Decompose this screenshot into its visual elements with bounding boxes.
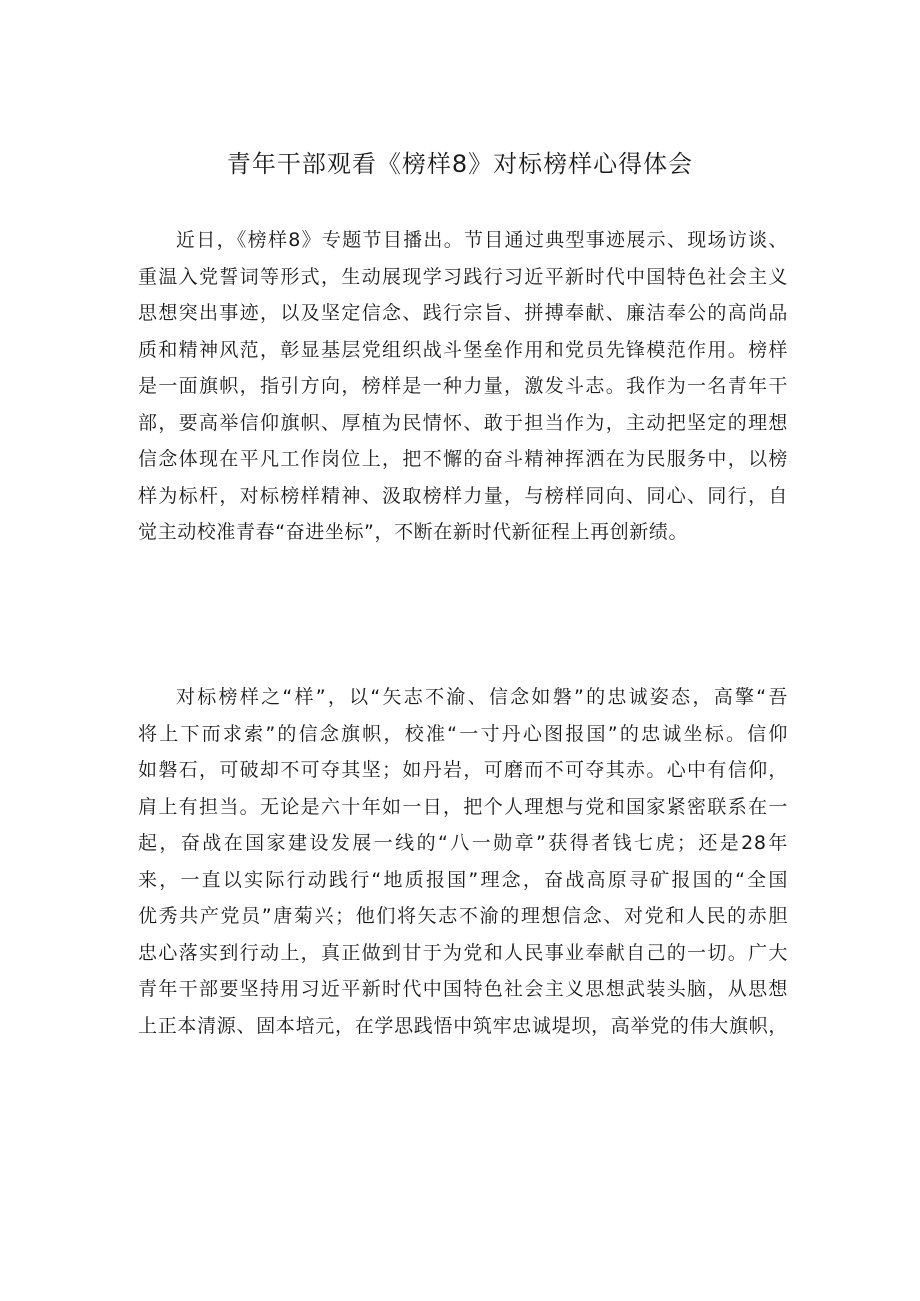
paragraph-line: 思想突出事迹，以及坚定信念、践行宗旨、拼搏奉献、廉洁奉公的高尚品: [138, 302, 788, 324]
paragraph-line: 近日，《榜样8》专题节目播出。节目通过典型事迹展示、现场访谈、: [176, 229, 788, 251]
paragraph-line: 来，一直以实际行动践行“地质报国”理念，奋战高原寻矿报国的“全国: [138, 868, 788, 891]
paragraph-line: 肩上有担当。无论是六十年如一日，把个人理想与党和国家紧密联系在一: [138, 795, 788, 818]
document-title: 青年干部观看《榜样8》对标榜样心得体会: [226, 150, 694, 178]
paragraph-line: 起，奋战在国家建设发展一线的“八一勋章”获得者钱七虎；还是28年: [138, 832, 788, 854]
paragraph-line: 部，要高举信仰旗帜、厚植为民情怀、敢于担当作为，主动把坚定的理想: [138, 411, 788, 434]
paragraph-line: 是一面旗帜，指引方向，榜样是一种力量，激发斗志。我作为一名青年干: [138, 375, 788, 397]
paragraph-line: 忠心落实到行动上，真正做到甘于为党和人民事业奉献自己的一切。广大: [138, 941, 788, 964]
paragraph-line: 质和精神风范，彰显基层党组织战斗堡垒作用和党员先锋模范作用。榜样: [138, 338, 788, 361]
paragraph-line: 将上下而求索”的信念旗帜，校准“一寸丹心图报国”的忠诚坐标。信仰: [138, 722, 788, 745]
paragraph-line: 上正本清源、固本培元，在学思践悟中筑牢忠诚堤坝，高举党的伟大旗帜，: [138, 1014, 788, 1037]
paragraph-line: 如磐石，可破却不可夺其坚；如丹岩，可磨而不可夺其赤。心中有信仰，: [138, 759, 788, 781]
paragraph-line: 青年干部要坚持用习近平新时代中国特色社会主义思想武装头脑，从思想: [138, 978, 788, 1000]
paragraph-line: 优秀共产党员”唐菊兴；他们将矢志不渝的理想信念、对党和人民的赤胆: [138, 905, 788, 927]
paragraph-line: 信念体现在平凡工作岗位上，把不懈的奋斗精神挥洒在为民服务中，以榜: [138, 448, 788, 470]
paragraph-1: [138, 222, 788, 551]
paragraph-line: 觉主动校准青春“奋进坐标”，不断在新时代新征程上再创新绩。: [138, 521, 689, 543]
paragraph-line: 重温入党誓词等形式，生动展现学习践行习近平新时代中国特色社会主义: [138, 265, 788, 288]
paragraph-2: [138, 679, 788, 1044]
paragraph-line: 样为标杆，对标榜样精神、汲取榜样力量，与榜样同向、同心、同行，自: [138, 484, 788, 507]
paragraph-line: 对标榜样之“样”，以“矢志不渝、信念如磐”的忠诚姿态，高擎“吾: [176, 686, 788, 708]
